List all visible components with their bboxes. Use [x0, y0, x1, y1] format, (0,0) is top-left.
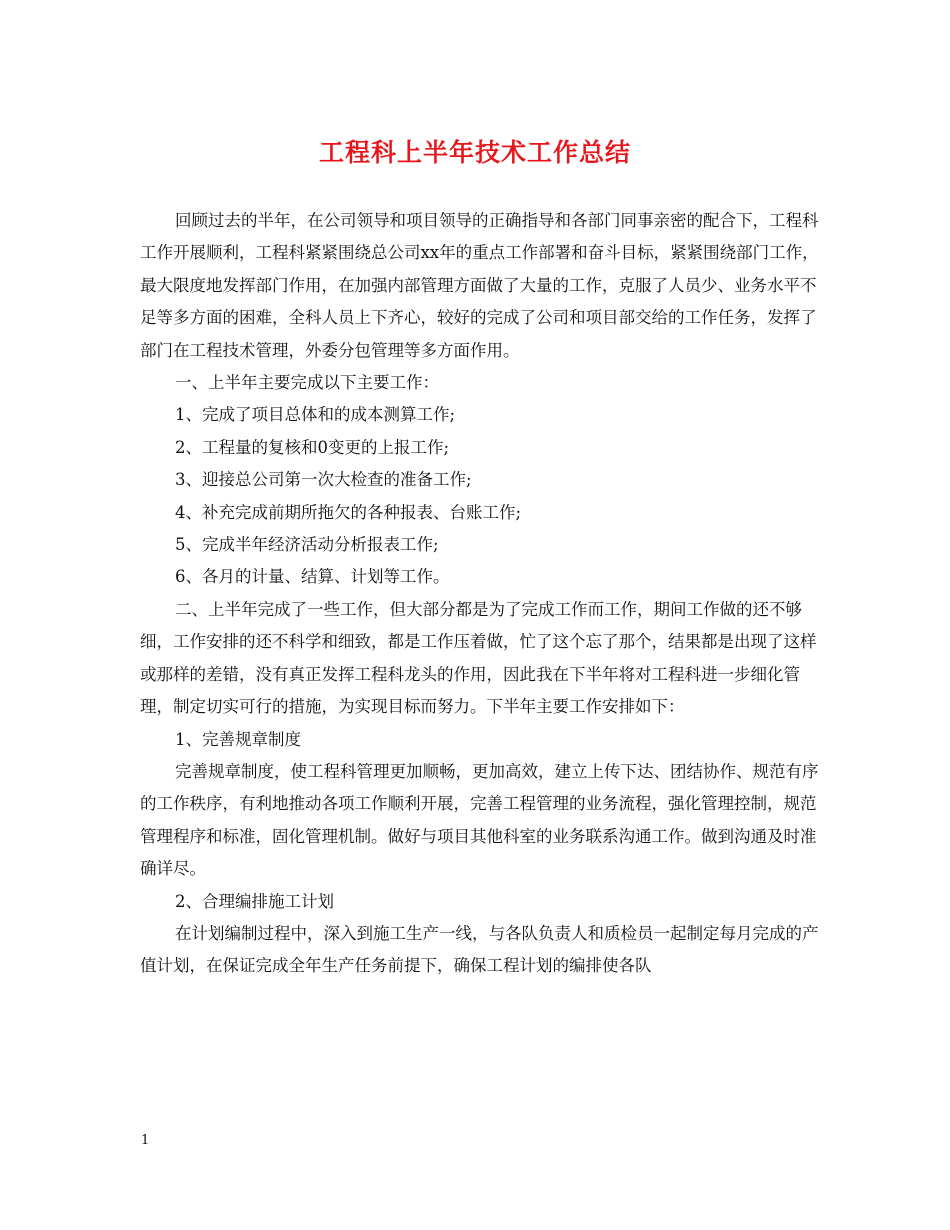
subheading-plan: 2、合理编排施工计划: [175, 891, 334, 911]
list-item: 2、工程量的复核和0变更的上报工作;: [175, 437, 450, 457]
paragraph-intro: 回顾过去的半年，在公司领导和项目领导的正确指导和各部门同事亲密的配合下，工程科工作开展顺利，工程科紧紧围绕总公司xx年的重点工作部署和奋斗目标，紧紧围绕部门工作，最大限度地发挥部门作用，在加强内部管理方面做了大量的工作，克服了人员少、业务水平不足等多方面的困难，全科人员上下齐心，较好的完成了公司和项目部交给的工作任务，发挥了部门在工程技术管理，外委分包管理等多方面作用。: [140, 211, 819, 360]
paragraph-section-1-heading: 一、上半年主要完成以下主要工作：: [175, 373, 439, 393]
list-item: 4、补充完成前期所拖欠的各种报表、台账工作;: [175, 502, 522, 522]
list-item: 1、完成了项目总体和的成本测算工作;: [175, 405, 456, 425]
page-number: 1: [141, 1133, 150, 1148]
paragraph-section-2: 二、上半年完成了一些工作，但大部分都是为了完成工作而工作，期间工作做的还不够细，工作安排的还不科学和细致，都是工作压着做，忙了这个忘了那个，结果都是出现了这样或那样的差错，没有真正发挥工程科龙头的作用，因此我在下半年将对工程科进一步细化管理，制定切实可行的措施，为实现目标而努力。下半年主要工作安排如下：: [140, 599, 817, 717]
list-item: 5、完成半年经济活动分析报表工作;: [175, 535, 439, 555]
document-body: [140, 205, 830, 983]
subheading-rules: 1、完善规章制度: [175, 729, 301, 749]
paragraph-plan: 在计划编制过程中，深入到施工生产一线，与各队负责人和质检员一起制定每月完成的产值计划，在保证完成全年生产任务前提下，确保工程计划的编排使各队: [140, 923, 819, 976]
paragraph-rules: 完善规章制度，使工程科管理更加顺畅，更加高效，建立上传下达、团结协作、规范有序的工作秩序，有利地推动各项工作顺利开展，完善工程管理的业务流程，强化管理控制，规范管理程序和标准，固化管理机制。做好与项目其他科室的业务联系沟通工作。做到沟通及时准确详尽。: [140, 761, 819, 879]
list-item: 3、迎接总公司第一次大检查的准备工作;: [175, 470, 472, 490]
document-title: 工程科上半年技术工作总结: [318, 138, 631, 167]
list-item: 6、各月的计量、结算、计划等工作。: [175, 567, 450, 587]
